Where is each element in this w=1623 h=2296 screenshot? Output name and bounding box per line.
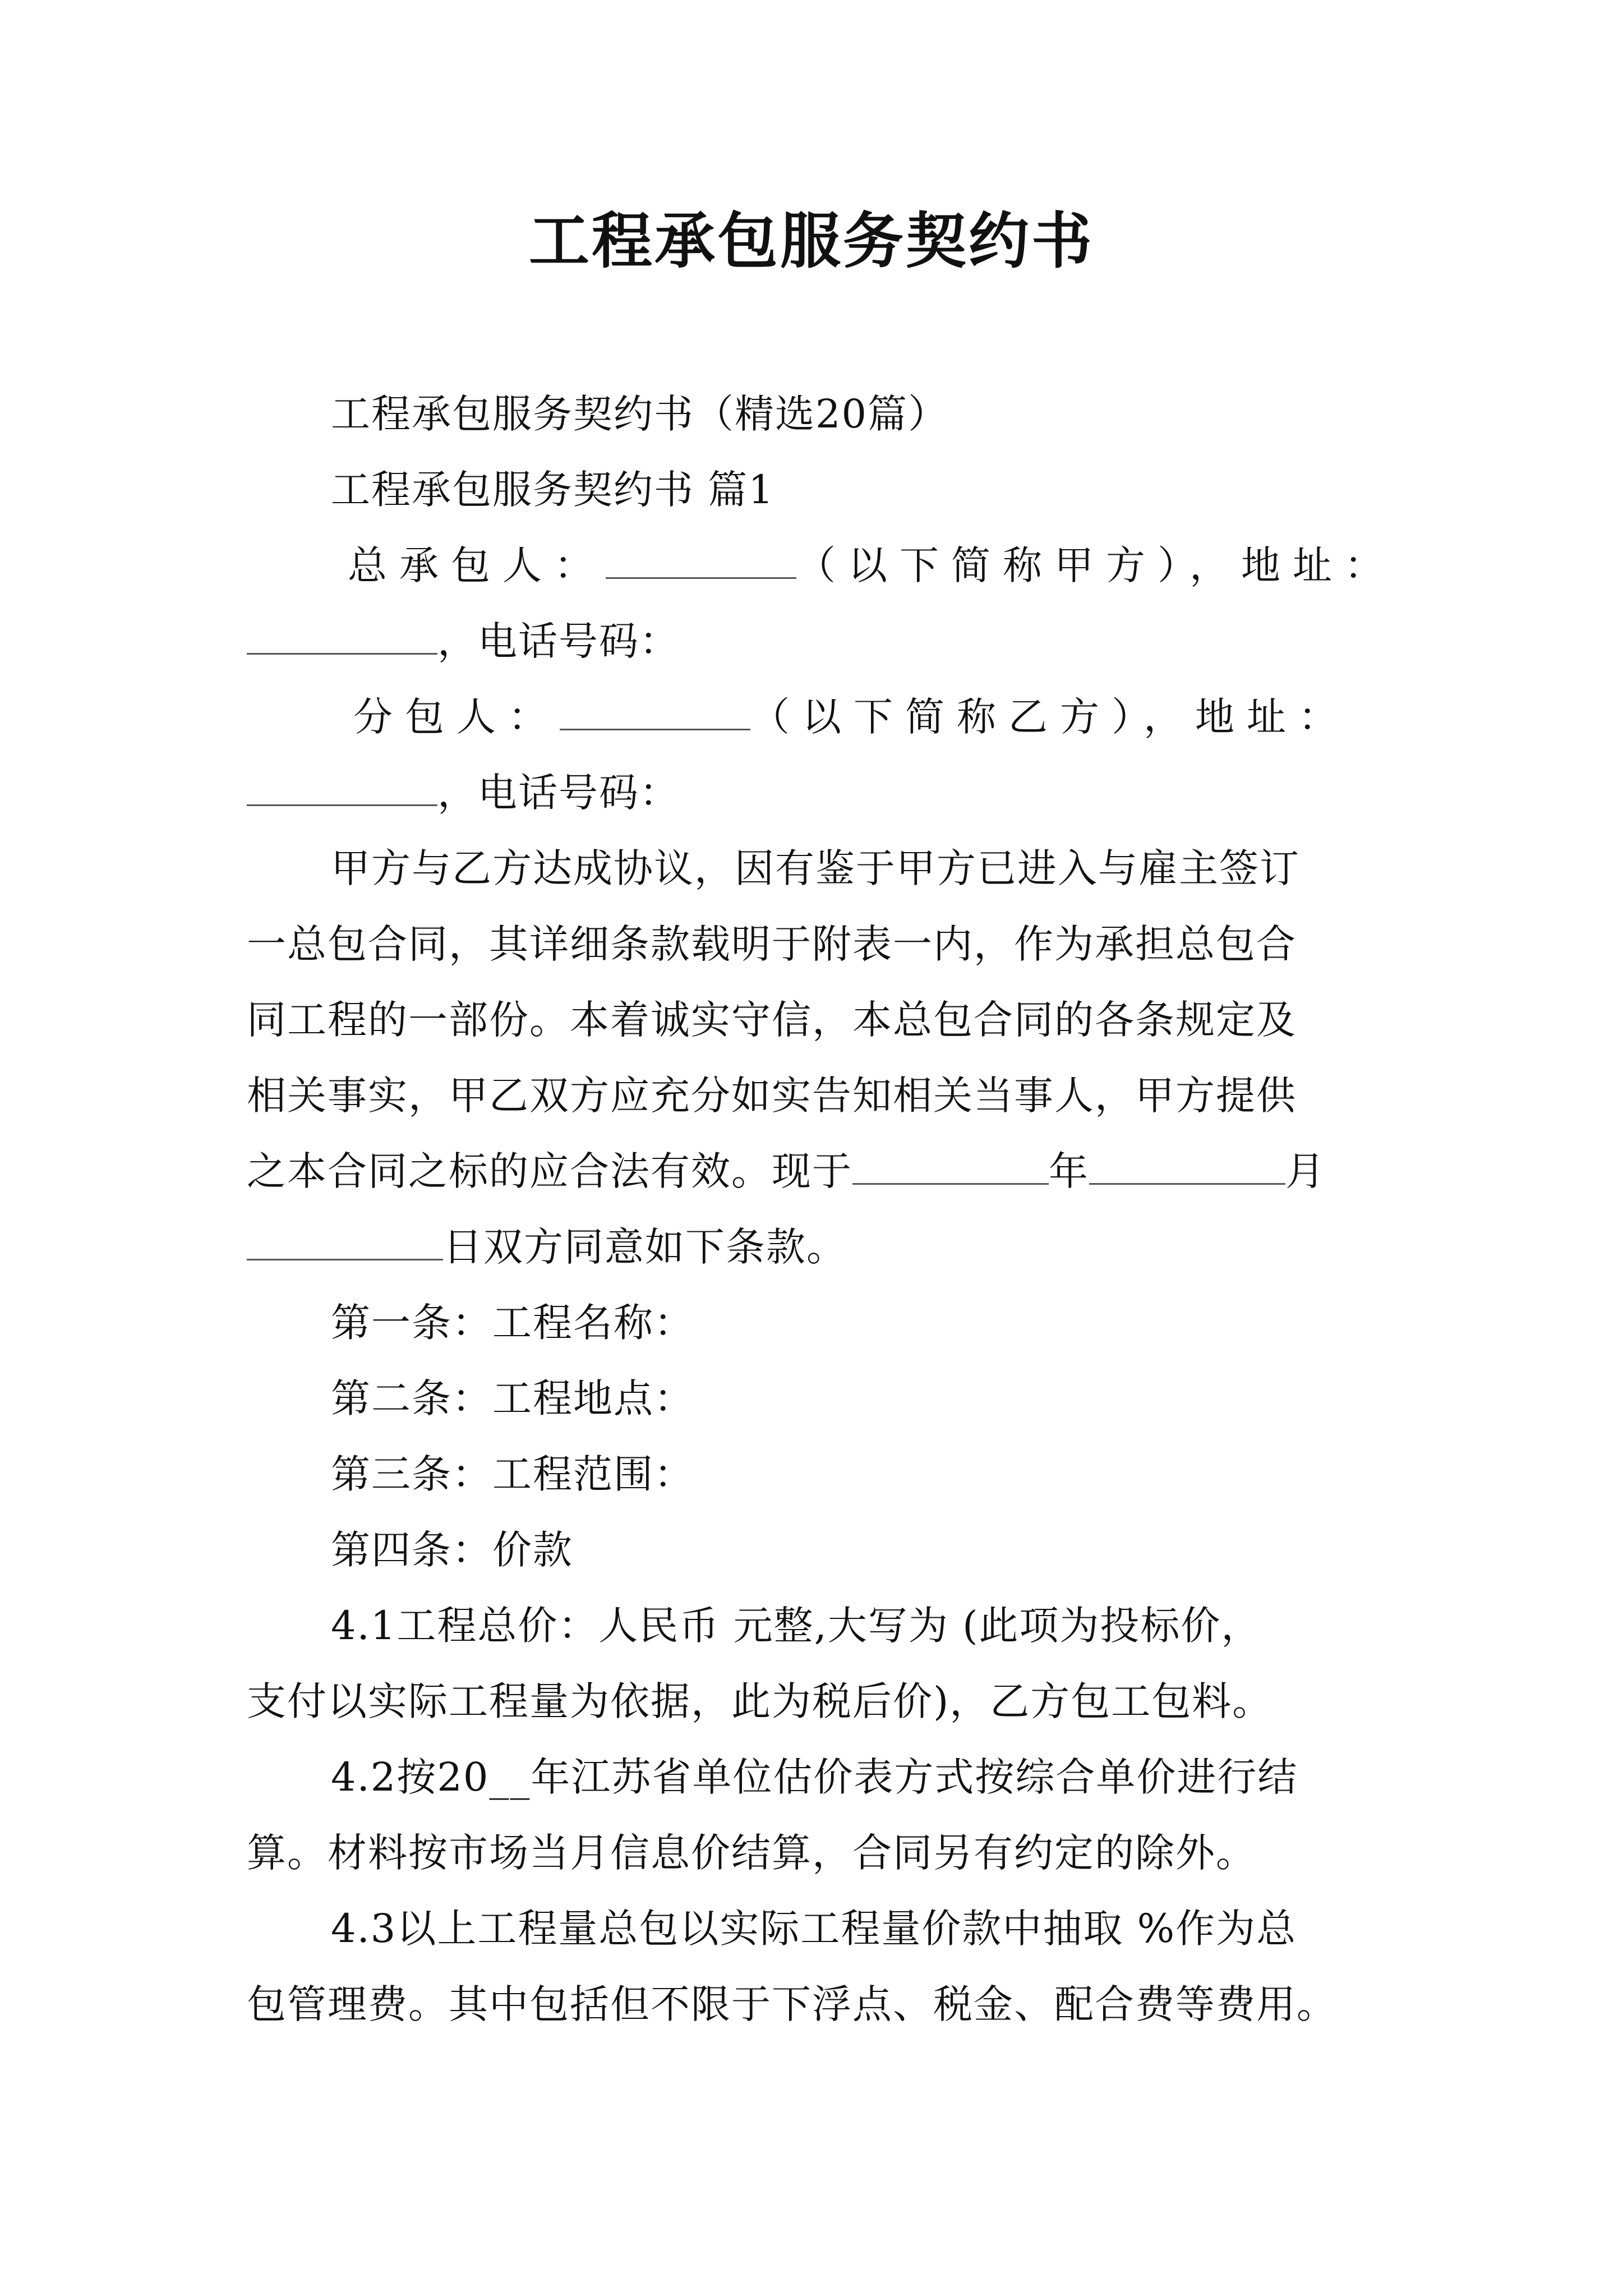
year-label: 年	[1049, 1148, 1089, 1194]
party-b-name-blank[interactable]	[560, 693, 750, 730]
party-a-phone: ，电话号码：	[437, 618, 680, 664]
clause-3: 第三条：工程范围：	[331, 1451, 694, 1497]
clause-4: 第四条：价款	[331, 1527, 573, 1573]
party-a-address-blank[interactable]	[247, 618, 437, 655]
intro-line: 同工程的一部份。本着诚实守信，本总包合同的各条规定及	[247, 997, 1297, 1043]
intro-line: 甲方与乙方达成协议，因有鉴于甲方已进入与雇主签订	[331, 845, 1300, 891]
intro-date-line	[247, 1144, 1326, 1198]
party-a-line	[348, 539, 1396, 592]
clause-4-1-line-1: 4.1工程总价：人民币 元整,大写为 (此项为投标价，	[331, 1603, 1262, 1649]
party-a-line-2	[247, 614, 680, 668]
month-blank[interactable]	[1089, 1148, 1285, 1185]
party-b-label: 分包人：	[353, 694, 560, 740]
party-b-address-blank[interactable]	[247, 769, 437, 806]
clause-4-3-line-2: 包管理费。其中包括但不限于下浮点、税金、配合费等费用。	[247, 1981, 1337, 2027]
clause-2: 第二条：工程地点：	[331, 1375, 694, 1421]
intro-date-line-2	[247, 1220, 847, 1274]
party-b-line-2	[247, 766, 680, 820]
intro-line: 一总包合同，其详细条款载明于附表一内，作为承担总包合	[247, 921, 1297, 967]
party-b-line	[353, 690, 1350, 744]
month-label: 月	[1285, 1148, 1326, 1194]
document-title: 工程承包服务契约书	[528, 206, 1094, 277]
clause-4-3-line-1: 4.3以上工程量总包以实际工程量价款中抽取 %作为总	[331, 1906, 1297, 1952]
clause-1: 第一条：工程名称：	[331, 1300, 694, 1346]
clause-4-2-line-1: 4.2按20__年江苏省单位估价表方式按综合单价进行结	[331, 1754, 1298, 1800]
section-heading: 工程承包服务契约书 篇1	[331, 467, 774, 513]
party-b-mid: （以下简称乙方），地址：	[750, 694, 1350, 740]
clause-4-1-line-2: 支付以实际工程量为依据，此为税后价)，乙方包工包料。	[247, 1678, 1273, 1724]
party-a-name-blank[interactable]	[606, 542, 796, 579]
party-a-mid: （以下简称甲方），地址：	[796, 542, 1396, 588]
year-blank[interactable]	[852, 1148, 1049, 1185]
clause-4-2-line-2: 算。材料按市场当月信息价结算，合同另有约定的除外。	[247, 1830, 1256, 1876]
day-blank[interactable]	[247, 1223, 443, 1260]
intro-line: 相关事实，甲乙双方应充分如实告知相关当事人，甲方提供	[247, 1073, 1297, 1119]
party-a-label: 总承包人：	[348, 542, 606, 588]
party-b-phone: ，电话号码：	[437, 770, 680, 816]
subtitle: 工程承包服务契约书（精选20篇）	[331, 391, 949, 437]
intro-date-suffix: 日双方同意如下条款。	[443, 1224, 847, 1270]
intro-date-prefix: 之本合同之标的应合法有效。现于	[247, 1148, 852, 1194]
